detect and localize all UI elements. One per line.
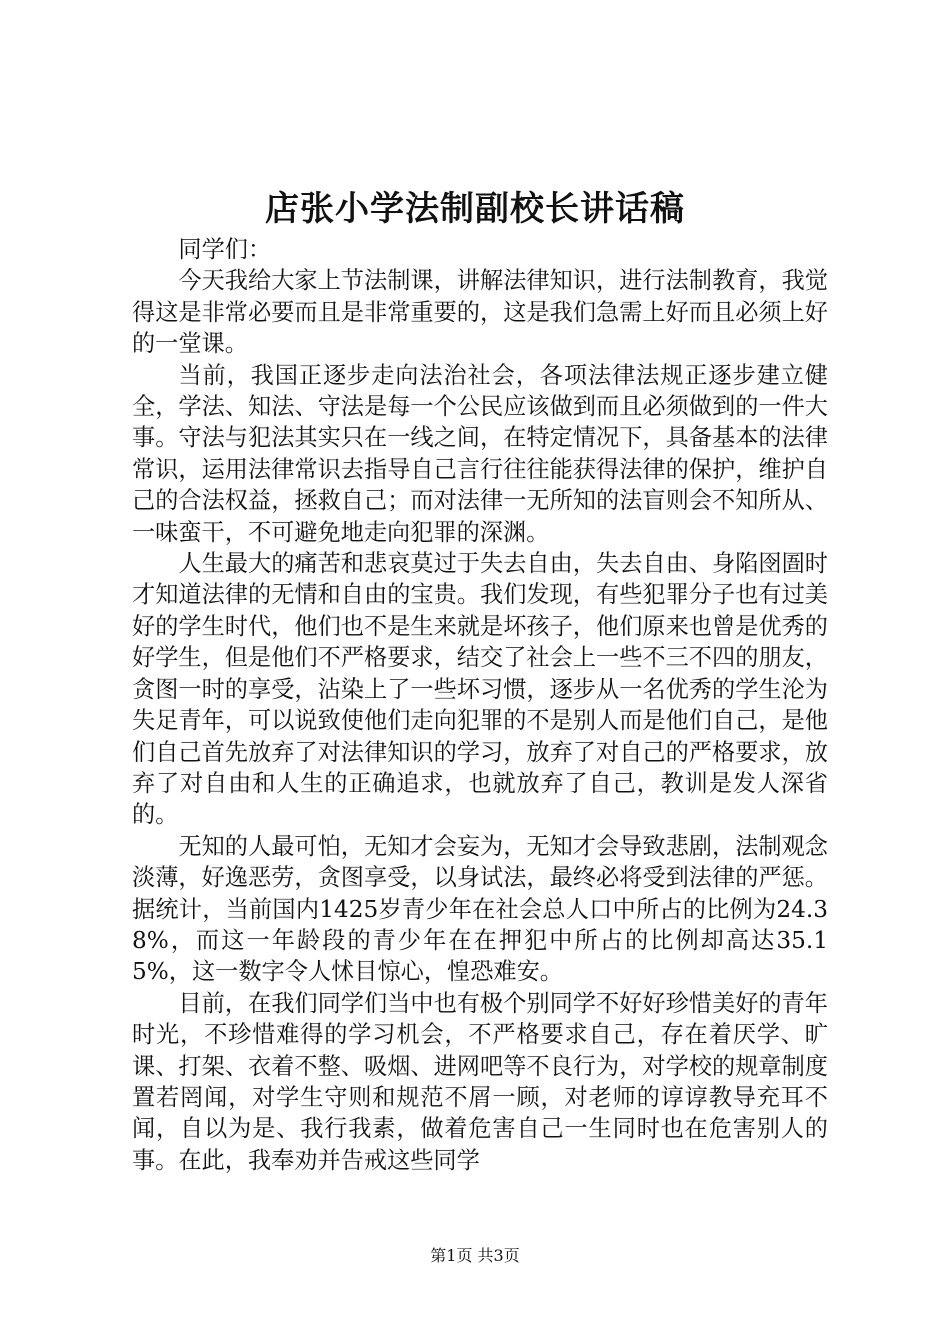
document-title: 店张小学法制副校长讲话稿 — [265, 189, 685, 229]
paragraph-5: 目前，在我们同学们当中也有极个别同学不好好珍惜美好的青年时光，不珍惜难得的学习机会，不严格要求自己，存在着厌学、旷课、打架、衣着不整、吸烟、进网吧等不良行为，对学校的规章制度置若罔闻，对学生守则和规范不屑一顾，对老师的谆谆教导充耳不闻，自以为是、我行我素，做着危害自己一生同时也在危害别人的事。在此，我奉劝并告戒这些同学 — [132, 989, 828, 1174]
page-footer: 第1页 共3页 — [430, 1246, 520, 1265]
paragraph-greeting: 同学们： — [178, 236, 272, 263]
paragraph-2: 当前，我国正逐步走向法治社会，各项法律法规正逐步建立健全，学法、知法、守法是每一个公民应该做到而且必须做到的一件大事。守法与犯法其实只在一线之间，在特定情况下，具备基本的法律常识，运用法律常识去指导自己言行往往能获得法律的保护，维护自己的合法权益，拯救自己；而对法律一无所知的法盲则会不知所从、一味蛮干，不可避免地走向犯罪的深渊。 — [132, 361, 828, 546]
paragraph-3: 人生最大的痛苦和悲哀莫过于失去自由，失去自由、身陷囹圄时才知道法律的无情和自由的宝贵。我们发现，有些犯罪分子也有过美好的学生时代，他们也不是生来就是坏孩子，他们原来也曾是优秀的好学生，但是他们不严格要求，结交了社会上一些不三不四的朋友，贪图一时的享受，沾染上了一些坏习惯，逐步从一名优秀的学生沦为失足青年，可以说致使他们走向犯罪的不是别人而是他们自己，是他们自己首先放弃了对法律知识的学习，放弃了对自己的严格要求，放弃了对自由和人生的正确追求，也就放弃了自己，教训是发人深省的。 — [132, 550, 828, 829]
paragraph-1: 今天我给大家上节法制课，讲解法律知识，进行法制教育，我觉得这是非常必要而且是非常重要的，这是我们急需上好而且必须上好的一堂课。 — [132, 267, 828, 358]
paragraph-4: 无知的人最可怕，无知才会妄为，无知才会导致悲剧，法制观念淡薄，好逸恶劳，贪图享受，以身试法，最终必将受到法律的严惩。据统计，当前国内1425岁青少年在社会总人口中所占的比例为24.38%，而这一年龄段的青少年在在押犯中所占的比例却高达35.15%，这一数字令人怵目惊心，惶恐难安。 — [132, 832, 828, 986]
document-body — [132, 234, 828, 1176]
